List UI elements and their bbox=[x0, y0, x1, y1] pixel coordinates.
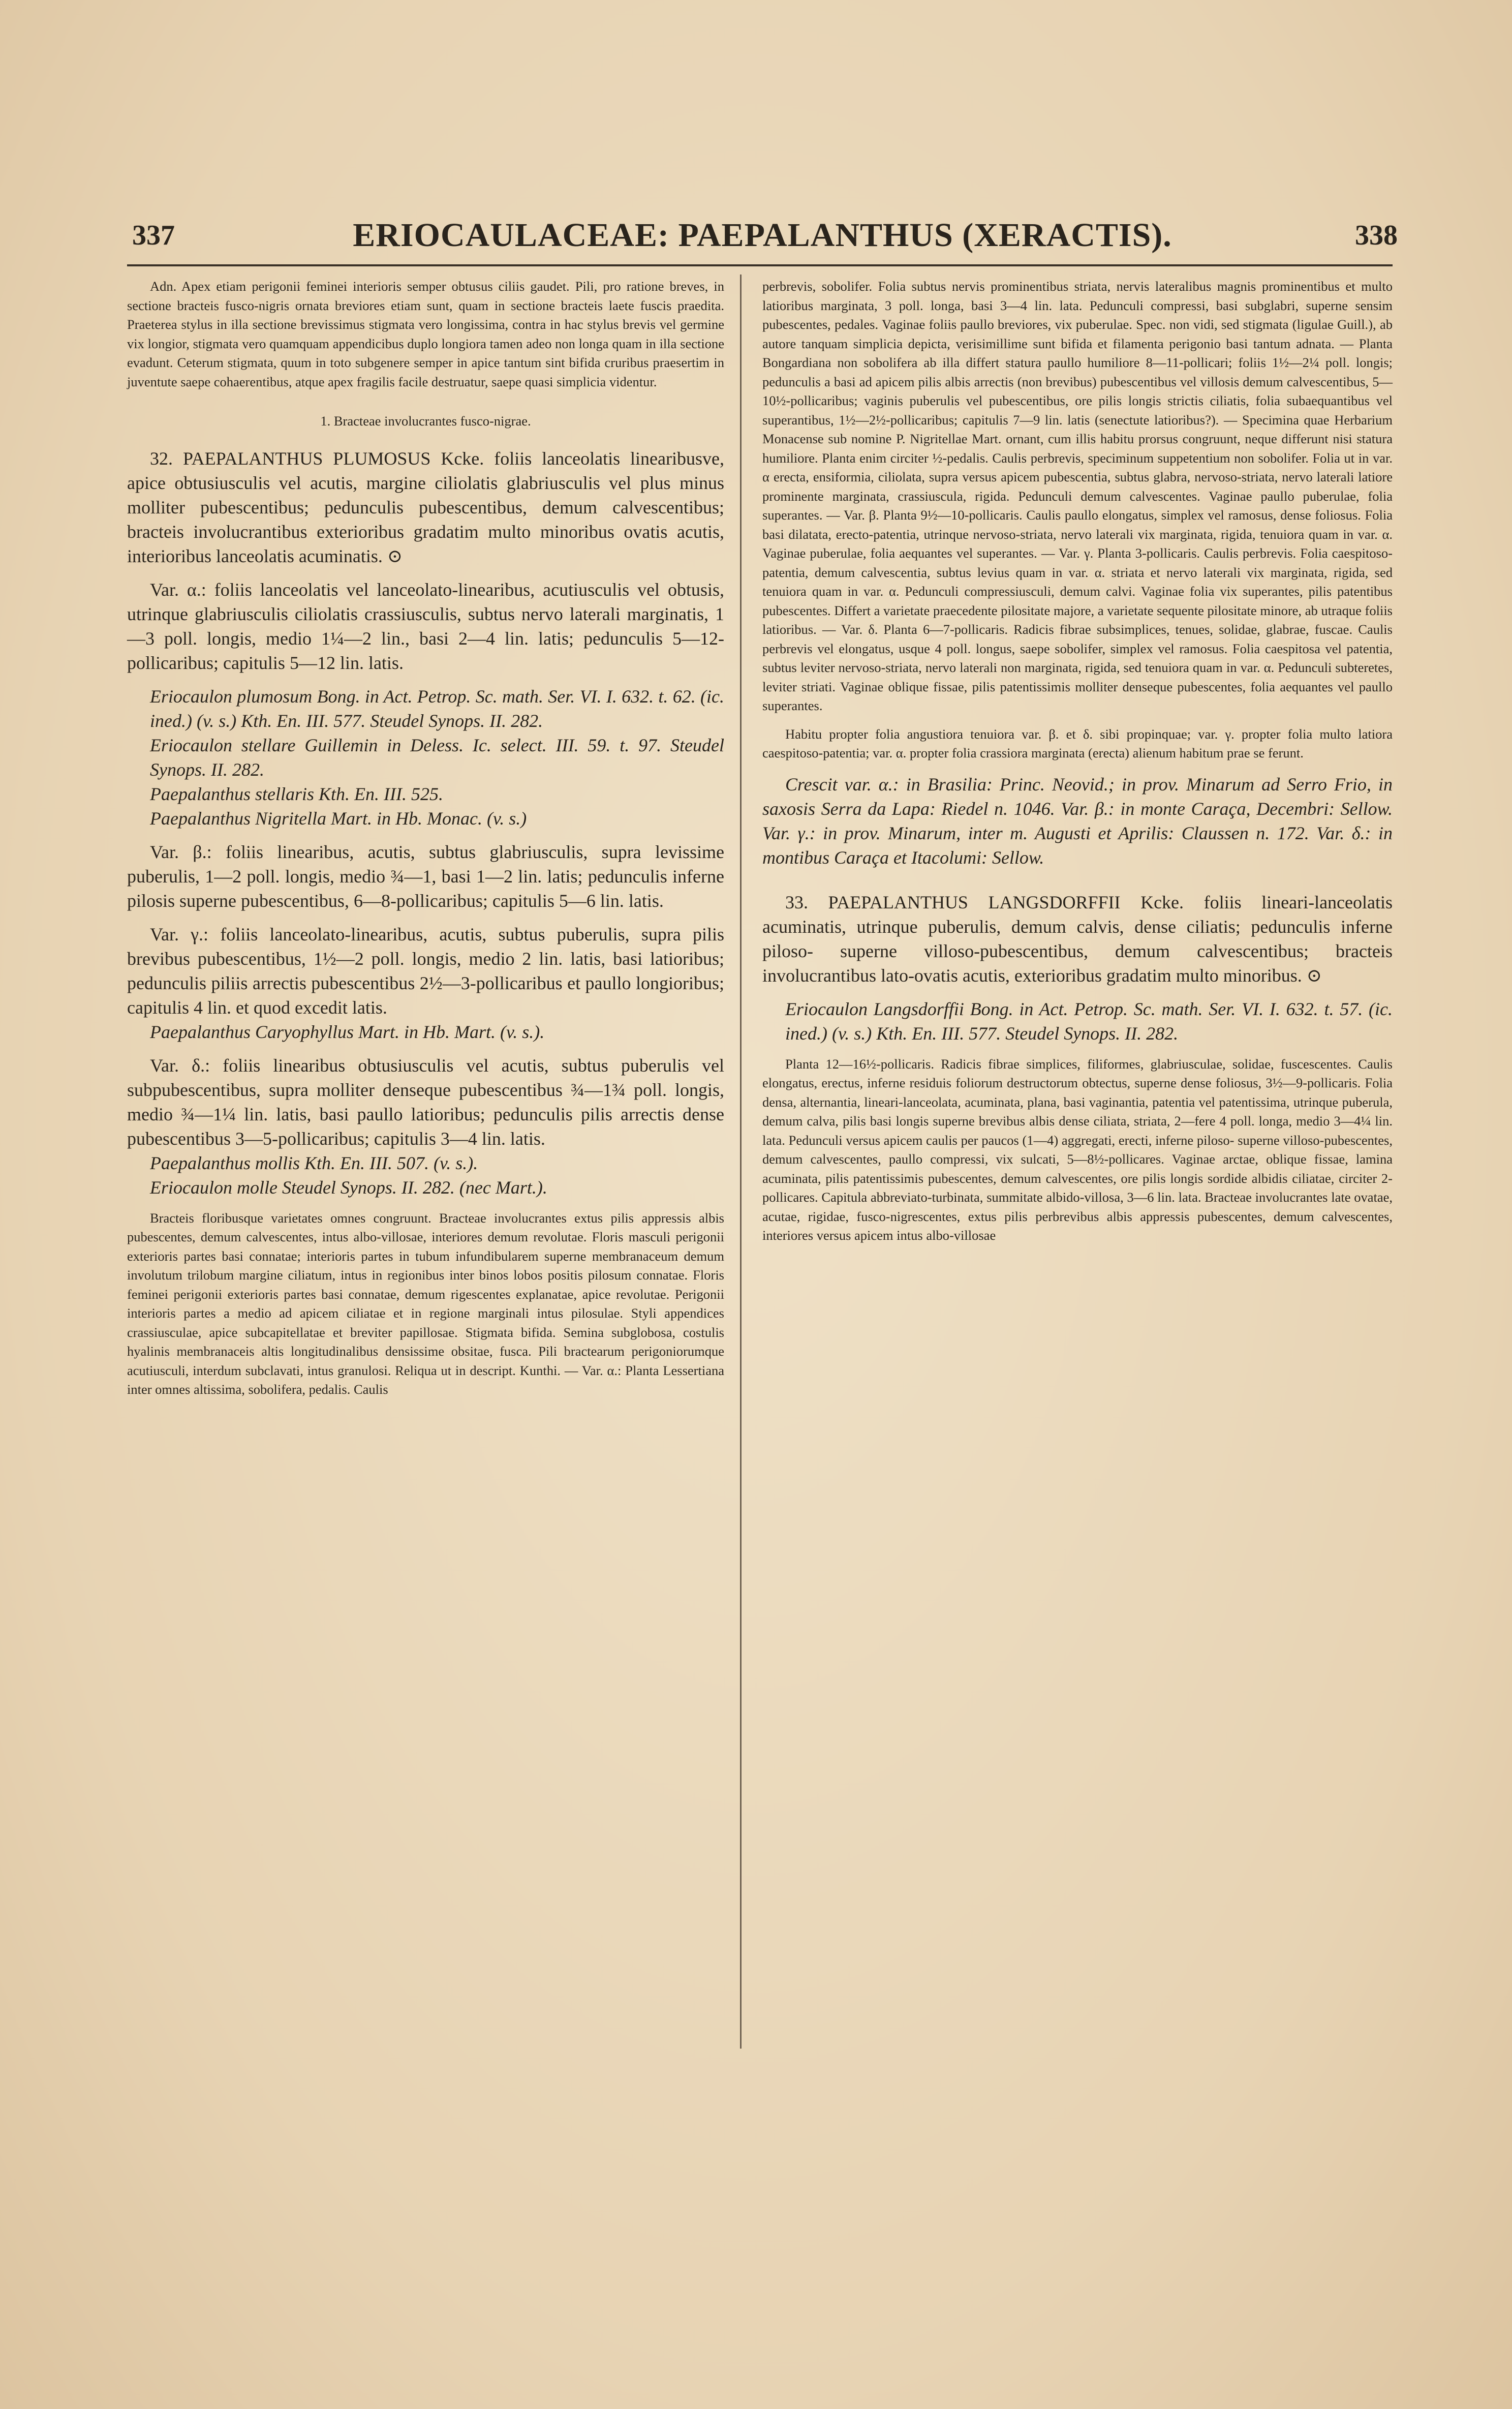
variety-gamma: Var. γ.: foliis lanceolato-linearibus, acutis, subtus puberulis, supra pilis brevibus pubescentibus, 1½—2 poll. longis, medio 2 lin. latis, basi latioribus; pedunculis piliis arrectis pubescentibus 2½—3-pollicaribus et paullo longioribus; capitulis 4 lin. et quod excedit latis. bbox=[127, 924, 724, 1018]
synonym-line: Paepalanthus stellaris Kth. En. III. 525. bbox=[150, 783, 443, 804]
description-paragraph: Bracteis floribusque varietates omnes congruunt. Bracteae involucrantes extus pilis appressis albis pubescentes, demum calvescentes, intus albo-villosae, interiores demum revolutae. Floris masculi perigonii exterioris partes basi connatae; interioris partes in tubum infundibularem superne membranaceum demum involutum trilobum margine ciliatum, intus in regionibus inter binos lobos positis pilosum connatae. Floris feminei perigonii exterioris partes basi connatae, demum rigescentes explanatae, apice revolutae. Perigonii interioris partes a medio ad apicem ciliatae et in regione marginali intus pilosulae. Styli appendices crassiusculae, apice subcapitellatae et breviter papillosae. Stigmata bifida. Semina subglobosa, costulis hyalinis membranaceis altis longitudinalibus densissime obsitae, fusca. Pili bractearum perigoniorumque acutiusculi, interdum subclavati, intus granulosi. Reliqua ut in descript. Kunthi. — Var. α.: Planta Lessertiana inter omnes altissima, sobolifera, pedalis. Caulis bbox=[127, 1210, 724, 1397]
running-title: ERIOCAULACEAE: PAEPALANTHUS (XERACTIS). bbox=[353, 217, 1172, 254]
synonym-line: Paepalanthus Caryophyllus Mart. in Hb. Mart. (v. s.). bbox=[150, 1021, 545, 1042]
adnotatio-paragraph: Adn. Apex etiam perigonii feminei interioris semper obtusus ciliis gaudet. Pili, pro ratione breves, in sectione bracteis fusco-nigris ornata breviores etiam sunt, quam in sectione bracteis laete fuscis praedita. Praeterea stylus in illa sectione brevissimus stigmata vero longissima, contra in hac stylus brevis vel germine vix longior, stigmata vero quamquam appendicibus duplo longiora tamen adeo non longa quam in illa sectione evadunt. Ceterum stigmata, quum in toto subgenere semper in apice tantum sint bifida cruribus praesertim in juventute saepe cohaerentibus, atque apex fragilis facile destruatur, saepe quasi simplicia videntur. bbox=[127, 279, 724, 389]
page-number-left: 337 bbox=[132, 220, 175, 251]
species-33-description: Planta 12—16½-pollicaris. Radicis fibrae simplices, filiformes, glabriusculae, solidae, fuscescentes. Caulis elongatus, erectus, inferne residuis foliorum destructorum obtectus, superne dense foliosus, 3½—9-pollicaris. Folia densa, alternantia, lineari-lanceolata, acuminata, plana, basi vaginantia, patentia vel patentissima, utrinque puberula, demum calva, pilis basi longis superne brevibus albis dense ciliata, striata, 2—fere 4 poll. longa, medio 3—4¼ lin. lata. Pedunculi versus apicem caulis per paucos (1—4) aggregati, erecti, inferne piloso- superne villoso-pubescentes, demum calvescentes, paullo compressi, vix sulcati, 5—8½-pollicares. Vaginae arctae, oblique fissae, lamina acuminata, pilis patentissimis pubescentes, demum calvescentes, ore pilis longis sordide albidis ciliatae, circiter 2-pollicares. Capitula abbreviato-turbinata, summitate albido-villosa, 3—6 lin. lata. Bracteae involucrantes late ovatae, acutae, rigidae, fusco-nigrescentes, extus pilis perbrevibus albis appressis pubescentes, demum calvescentes, interiores versus apicem intus albo-villosae bbox=[762, 1056, 1393, 1243]
page-header bbox=[127, 216, 1398, 257]
synonym-line: Eriocaulon plumosum Bong. in Act. Petrop. Sc. math. Ser. VI. I. 632. t. 62. (ic. ined.) (v. s.) Kth. En. III. 577. Steudel Synops. II. 282. bbox=[150, 686, 724, 731]
synonym-line: Eriocaulon molle Steudel Synops. II. 282. (nec Mart.). bbox=[150, 1177, 547, 1198]
column-divider bbox=[740, 275, 742, 2049]
species-33-diagnosis: 33. PAEPALANTHUS LANGSDORFFII Kcke. foliis lineari-lanceolatis acuminatis, utrinque puberulis, demum calvis, dense ciliatis; pedunculis inferne piloso- superne villoso-pubescentibus, demum calvescentibus; bracteis involucrantibus lato-ovatis acutis, exterioribus gradatim multo minoribus. ⊙ bbox=[762, 892, 1393, 986]
synonym-line: Eriocaulon stellare Guillemin in Deless. Ic. select. III. 59. t. 97. Steudel Synops. II. 282. bbox=[150, 735, 724, 780]
synonym-line: Paepalanthus Nigritella Mart. in Hb. Monac. (v. s.) bbox=[150, 808, 527, 829]
variety-alpha: Var. α.: foliis lanceolatis vel lanceolato-linearibus, acutiusculis vel obtusis, utrinque glabriusculis ciliolatis crassiusculis, subtus nervo laterali marginatis, 1—3 poll. longis, medio 1¼—2 lin., basi 2—4 lin. latis; pedunculis 5—12-pollicaribus; capitulis 5—12 lin. latis. bbox=[127, 579, 724, 673]
section-heading: 1. Bracteae involucrantes fusco-nigrae. bbox=[320, 413, 531, 429]
variety-beta: Var. β.: foliis linearibus, acutis, subtus glabriusculis, supra levissime puberulis, 1—2 poll. longis, medio ¾—1, basi 1—2 lin. latis; pedunculis inferne pilosis superne pubescentibus, 6—8-pollicaribus; capitulis 5—6 lin. latis. bbox=[127, 841, 724, 911]
habitu-paragraph: Habitu propter folia angustiora tenuiora var. β. et δ. sibi propinquae; var. γ. propter folia multo latiora caespitoso-patentia; var. α. propter folia crassiora marginata (erecta) alienum habitum prae se ferunt. bbox=[762, 726, 1393, 760]
variety-delta: Var. δ.: foliis linearibus obtusiusculis vel acutis, subtus puberulis vel subpubescentibus, supra molliter denseque pubescentibus ¾—1¾ poll. longis, medio ¾—1¼ lin. latis, basi paullo latioribus; pedunculis pilis arrectis dense pubescentibus 3—5-pollicaribus; capitulis 3—4 lin. latis. bbox=[127, 1055, 724, 1149]
left-column bbox=[127, 277, 724, 1399]
species-32-diagnosis: 32. PAEPALANTHUS PLUMOSUS Kcke. foliis lanceolatis linearibusve, apice obtusiusculis vel acutis, margine ciliolatis glabriusculis vel plus minus molliter pubescentibus; pedunculis pubescentibus, demum calvescentibus; bracteis involucrantibus exterioribus gradatim multo minoribus ovatis acutis, interioribus lanceolatis acuminatis. ⊙ bbox=[127, 448, 724, 566]
synonym-line: Eriocaulon Langsdorffii Bong. in Act. Petrop. Sc. math. Ser. VI. I. 632. t. 57. (ic. ined.) (v. s.) Kth. En. III. 577. Steudel Synops. II. 282. bbox=[785, 998, 1393, 1044]
right-column bbox=[762, 277, 1393, 1245]
continued-description: perbrevis, sobolifer. Folia subtus nervis prominentibus striata, nervis lateralibus magnis prominentibus et multo latioribus marginata, 3 poll. longa, basi 3—4 lin. lata. Pedunculi compressi, basi subglabri, superne sensim pubescentes, pedales. Vaginae foliis paullo breviores, vix puberulae. Spec. non vidi, sed stigmata (ligulae Guill.), ab autore tanquam simplicia depicta, verisimillime sunt bifida et filamenta perigonio basi tantum adnata. — Planta Bongardiana non sobolifera ab illa differt statura paullo humiliore 8—11-pollicari; foliis 1½—2¼ poll. longis; pedunculis a basi ad apicem pilis albis arrectis (non brevibus) pubescentibus vel villosis demum calvescentibus, 5—10½-pollicaribus; vaginis puberulis vel pubescentibus, ore pilis longis strictis ciliatis, folia subaequantibus vel superantibus, 1½—2½-pollicaribus; capitulis 7—9 lin. latis (senectute latioribus?). — Specimina quae Herbarium Monacense sub nomine P. Nigritellae Mart. ornant, cum illis habitu prorsus congruunt, neque differunt nisi statura humiliore. Planta enim circiter ½-pedalis. Caulis perbrevis, speciminum suppetentium non sobolifer. Folia ut in var. α erecta, ensiformia, ciliolata, supra versus apicem pubescentia, subtus glabra, nervoso-striata, nervo laterali latiore prominente marginata, crassiuscula, rigida. Pedunculi demum calvescentes. Vaginae paullo puberulae, folia superantes. — Var. β. Planta 9½—10-pollicaris. Caulis paullo elongatus, simplex vel ramosus, dense foliosus. Folia basi dilatata, erecto-patentia, utrinque nervoso-striata, nervo laterali vix marginata, rigida, tenuiora quam in var. α. Vaginae puberulae, folia aequantes vel superantes. — Var. γ. Planta 3-pollicaris. Caulis perbrevis. Folia caespitoso-patentia, demum calvescentia, subtus levius quam in var. α. striata et nervo laterali vix marginata, rigida, sed tenuiora quam in var. α. Pedunculi compressiusculi, demum calvi. Vaginae folia vix superantes, pilis patentibus pubescentes. Differt a varietate praecedente pilositate majore, a varietate sequente pilositate minore, ab utraque foliis latioribus. — Var. δ. Planta 6—7-pollicaris. Radicis fibrae subsimplices, tenues, solidae, glabrae, fuscae. Caulis perbrevis vel elongatus, usque 4 poll. longus, saepe sobolifer, simplex vel ramosus. Folia caespitosa vel patentia, subtus leviter nervoso-striata, nervo laterali non marginata, rigida, sed tenuiora quam in var. α. Pedunculi subteretes, leviter striati. Vaginae oblique fissae, pilis patentissimis molliter denseque pubescentes, folia aequantes vel paullo superantes. bbox=[762, 279, 1393, 713]
header-rule bbox=[127, 264, 1393, 266]
locality-paragraph: Crescit var. α.: in Brasilia: Princ. Neovid.; in prov. Minarum ad Serro Frio, in saxosis Serra da Lapa: Riedel n. 1046. Var. β.: in monte Caraça, Decembri: Sellow. Var. γ.: in prov. Minarum, inter m. Augusti et Aprilis: Claussen n. 172. Var. δ.: in montibus Caraça et Itacolumi: Sellow. bbox=[762, 774, 1393, 868]
synonym-line: Paepalanthus mollis Kth. En. III. 507. (v. s.). bbox=[150, 1152, 478, 1173]
page-number-right: 338 bbox=[1355, 220, 1398, 251]
